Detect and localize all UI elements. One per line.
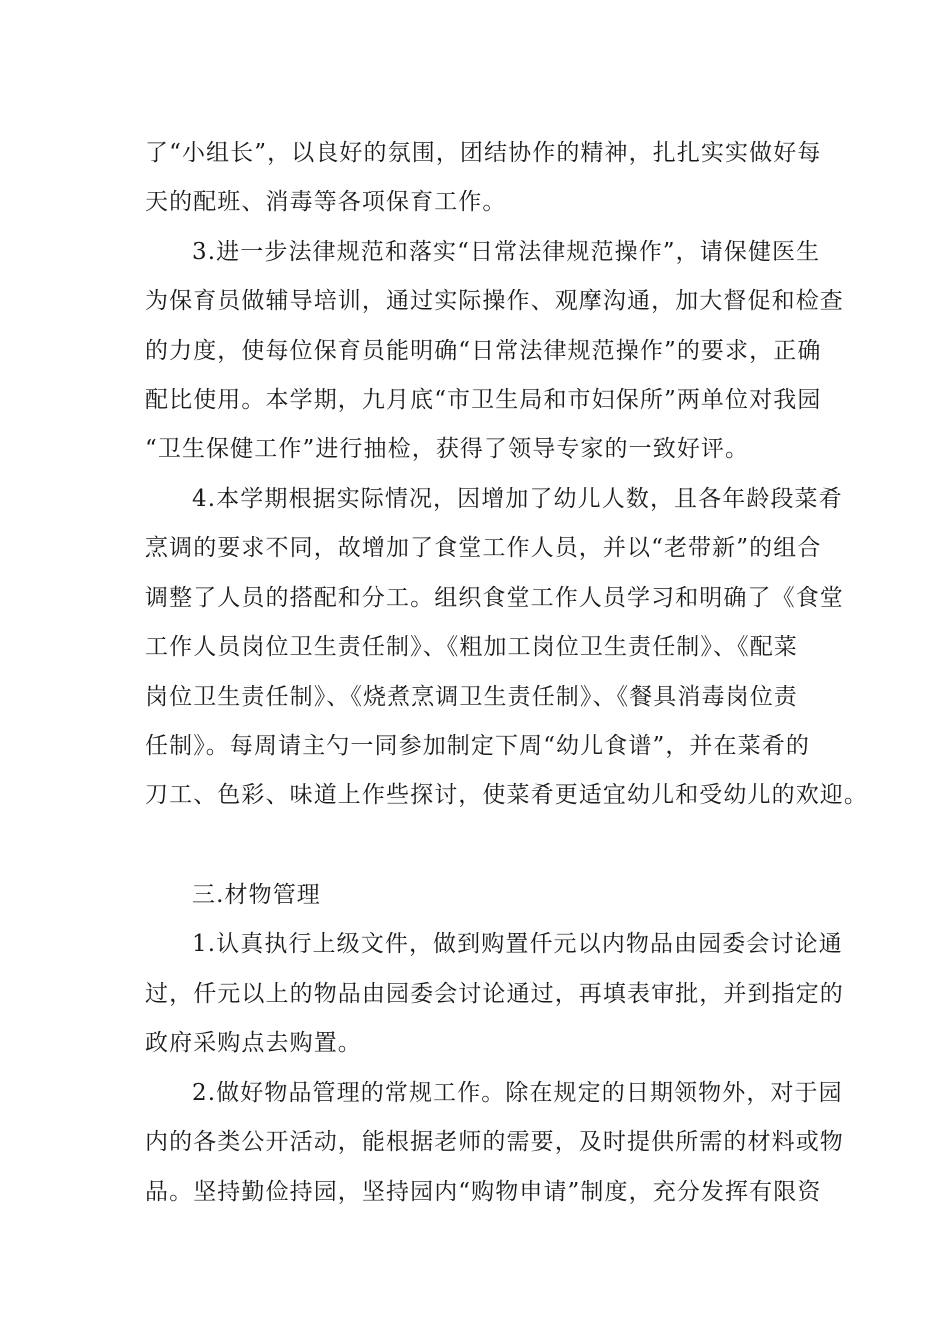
paragraph-4-start: 4.本学期根据实际情况，因增加了幼儿人数，且各年龄段菜肴 [192,486,843,512]
paragraph-3-start: 3.进一步法律规范和落实“日常法律规范操作”，请保健医生 [192,239,821,265]
text-line: 配比使用。本学期，九月底“市卫生局和市妇保所”两单位对我园 [145,387,822,413]
text-line: 内的各类公开活动，能根据老师的需要，及时提供所需的材料或物 [145,1129,844,1155]
text-line: 工作人员岗位卫生责任制》、《粗加工岗位卫生责任制》、《配菜 [145,634,798,660]
text-line: 的力度，使每位保育员能明确“日常法律规范操作”的要求，正确 [145,338,822,364]
text-line: 调整了人员的搭配和分工。组织食堂工作人员学习和明确了《食堂 [145,585,844,611]
paragraph-1-start: 1.认真执行上级文件，做到购置仟元以内物品由园委会讨论通 [192,931,843,957]
text-line: 政府采购点去购置。 [145,1030,362,1056]
text-line: 刀工、色彩、味道上作些探讨，使菜肴更适宜幼儿和受幼儿的欢迎。 [145,782,868,808]
text-line: 任制》。每周请主勺一同参加制定下周“幼儿食谱”，并在菜肴的 [145,733,810,759]
text-line: 天的配班、消毒等各项保育工作。 [145,189,507,215]
text-line: 品。坚持勤俭持园，坚持园内“购物申请”制度，充分发挥有限资 [145,1179,822,1205]
paragraph-2-start: 2.做好物品管理的常规工作。除在规定的日期领物外，对于园 [192,1080,843,1106]
text-line: “卫生保健工作”进行抽检，获得了领导专家的一致好评。 [145,436,750,462]
text-line: 烹调的要求不同，故增加了食堂工作人员，并以“老带新”的组合 [145,535,822,561]
text-line: 岗位卫生责任制》、《烧煮烹调卫生责任制》、《餐具消毒岗位责 [145,684,798,710]
text-line: 过，仟元以上的物品由园委会讨论通过，再填表审批，并到指定的 [145,981,844,1007]
section-heading: 三.材物管理 [192,882,321,908]
text-line: 为保育员做辅导培训，通过实际操作、观摩沟通，加大督促和检查 [145,288,844,314]
text-line: 了“小组长”，以良好的氛围，团结协作的精神，扎扎实实做好每 [145,140,822,166]
